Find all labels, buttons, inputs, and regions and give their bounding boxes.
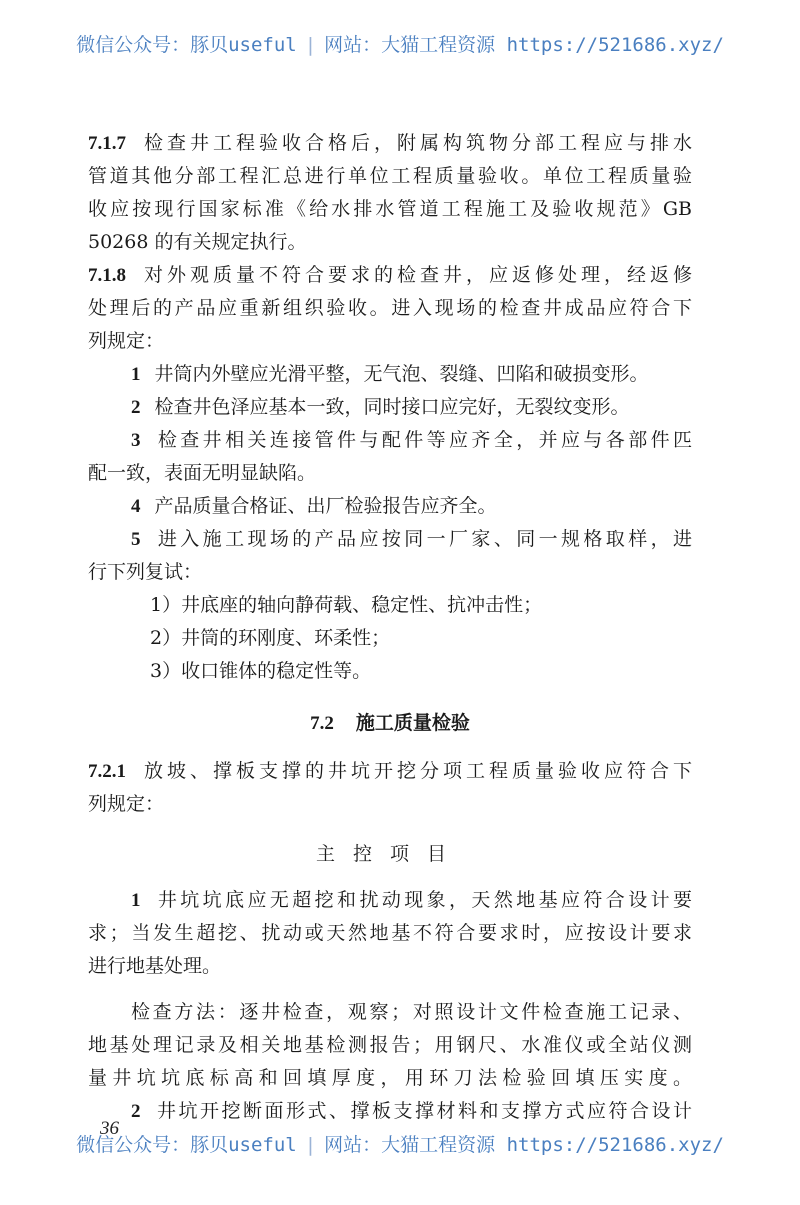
text-line: 检查井色泽应基本一致，同时接口应完好，无裂纹变形。 <box>154 396 630 418</box>
text-line: 列规定： <box>88 330 165 352</box>
clause-7-2-1 <box>88 755 692 788</box>
clause-7-1-7 <box>88 127 692 160</box>
watermark-footer <box>0 1130 800 1157</box>
watermark-separator: | <box>304 1134 317 1156</box>
list-item-3 <box>88 424 692 457</box>
document-body <box>88 127 692 1128</box>
text-line: 地基处理记录及相关地基检测报告；用钢尺、水准仪或全站仪测 <box>88 1034 692 1056</box>
text-line: 井坑坑底应无超挖和扰动现象，天然地基应符合设计要 <box>154 889 692 911</box>
item-number: 1 <box>131 890 141 911</box>
watermark-site: 网站：大猫工程资源 https://521686.xyz/ <box>324 1134 724 1156</box>
item-number: 2 <box>131 397 141 418</box>
text-line: 收应按现行国家标准《给水排水管道工程施工及验收规范》GB <box>88 198 692 220</box>
main-item-1 <box>88 884 692 917</box>
section-heading-7-2 <box>88 707 692 740</box>
clause-7-1-8 <box>88 259 692 292</box>
item-number: 3 <box>131 430 141 451</box>
text-line: 行下列复试： <box>88 561 203 583</box>
item-number: 2 <box>131 1101 141 1122</box>
text-line: 求；当发生超挖、扰动或天然地基不符合要求时，应按设计要求 <box>88 922 692 944</box>
text-line: 管道其他分部工程汇总进行单位工程质量验收。单位工程质量验 <box>88 165 692 187</box>
text-line: 列规定： <box>88 793 165 815</box>
item-number: 5 <box>131 529 141 550</box>
text-line: 50268 的有关规定执行。 <box>88 231 307 253</box>
text-line: 处理后的产品应重新组织验收。进入现场的检查井成品应符合下 <box>88 297 692 319</box>
watermark-site: 网站：大猫工程资源 https://521686.xyz/ <box>324 34 724 56</box>
section-title: 施工质量检验 <box>355 712 470 734</box>
sub-item-2: 2）井筒的环刚度、环柔性； <box>150 627 391 649</box>
text-line: 检查井相关连接管件与配件等应齐全，并应与各部件匹 <box>154 429 692 451</box>
list-item-5 <box>88 523 692 556</box>
inspection-method: 检查方法：逐井检查，观察；对照设计文件检查施工记录、 <box>131 1001 692 1023</box>
page-number: 36 <box>100 1118 119 1139</box>
clause-number: 7.1.7 <box>88 133 126 154</box>
text-line: 量井坑坑底标高和回填厚度，用环刀法检验回填压实度。 <box>88 1067 692 1089</box>
text-line: 进行地基处理。 <box>88 955 222 977</box>
list-item-4 <box>88 490 692 523</box>
watermark-account: 微信公众号：豚贝useful <box>76 34 297 56</box>
text-line: 进入施工现场的产品应按同一厂家、同一规格取样，进 <box>154 528 692 550</box>
item-number: 4 <box>131 496 141 517</box>
sub-item-3: 3）收口锥体的稳定性等。 <box>150 660 372 682</box>
list-item-2 <box>88 391 692 424</box>
section-number: 7.2 <box>310 713 334 734</box>
sub-item-1: 1）井底座的轴向静荷载、稳定性、抗冲击性； <box>150 594 543 616</box>
watermark-separator: | <box>304 34 317 56</box>
text-line: 对外观质量不符合要求的检查井，应返修处理，经返修 <box>140 264 692 286</box>
text-line: 检查井工程验收合格后，附属构筑物分部工程应与排水 <box>140 132 692 154</box>
text-line: 放坡、撑板支撑的井坑开挖分项工程质量验收应符合下 <box>140 760 692 782</box>
text-line: 产品质量合格证、出厂检验报告应齐全。 <box>154 495 497 517</box>
clause-number: 7.2.1 <box>88 761 126 782</box>
watermark-account: 微信公众号：豚贝useful <box>76 1134 297 1156</box>
text-line: 配一致，表面无明显缺陷。 <box>88 462 317 484</box>
watermark-header <box>0 30 800 57</box>
clause-number: 7.1.8 <box>88 265 126 286</box>
text-line: 井筒内外壁应光滑平整，无气泡、裂缝、凹陷和破损变形。 <box>154 363 649 385</box>
text-line: 井坑开挖断面形式、撑板支撑材料和支撑方式应符合设计 <box>154 1100 692 1122</box>
subheading-main-items: 主控项目 <box>315 843 464 865</box>
main-item-2 <box>88 1095 692 1128</box>
list-item-1 <box>88 358 692 391</box>
item-number: 1 <box>131 364 141 385</box>
